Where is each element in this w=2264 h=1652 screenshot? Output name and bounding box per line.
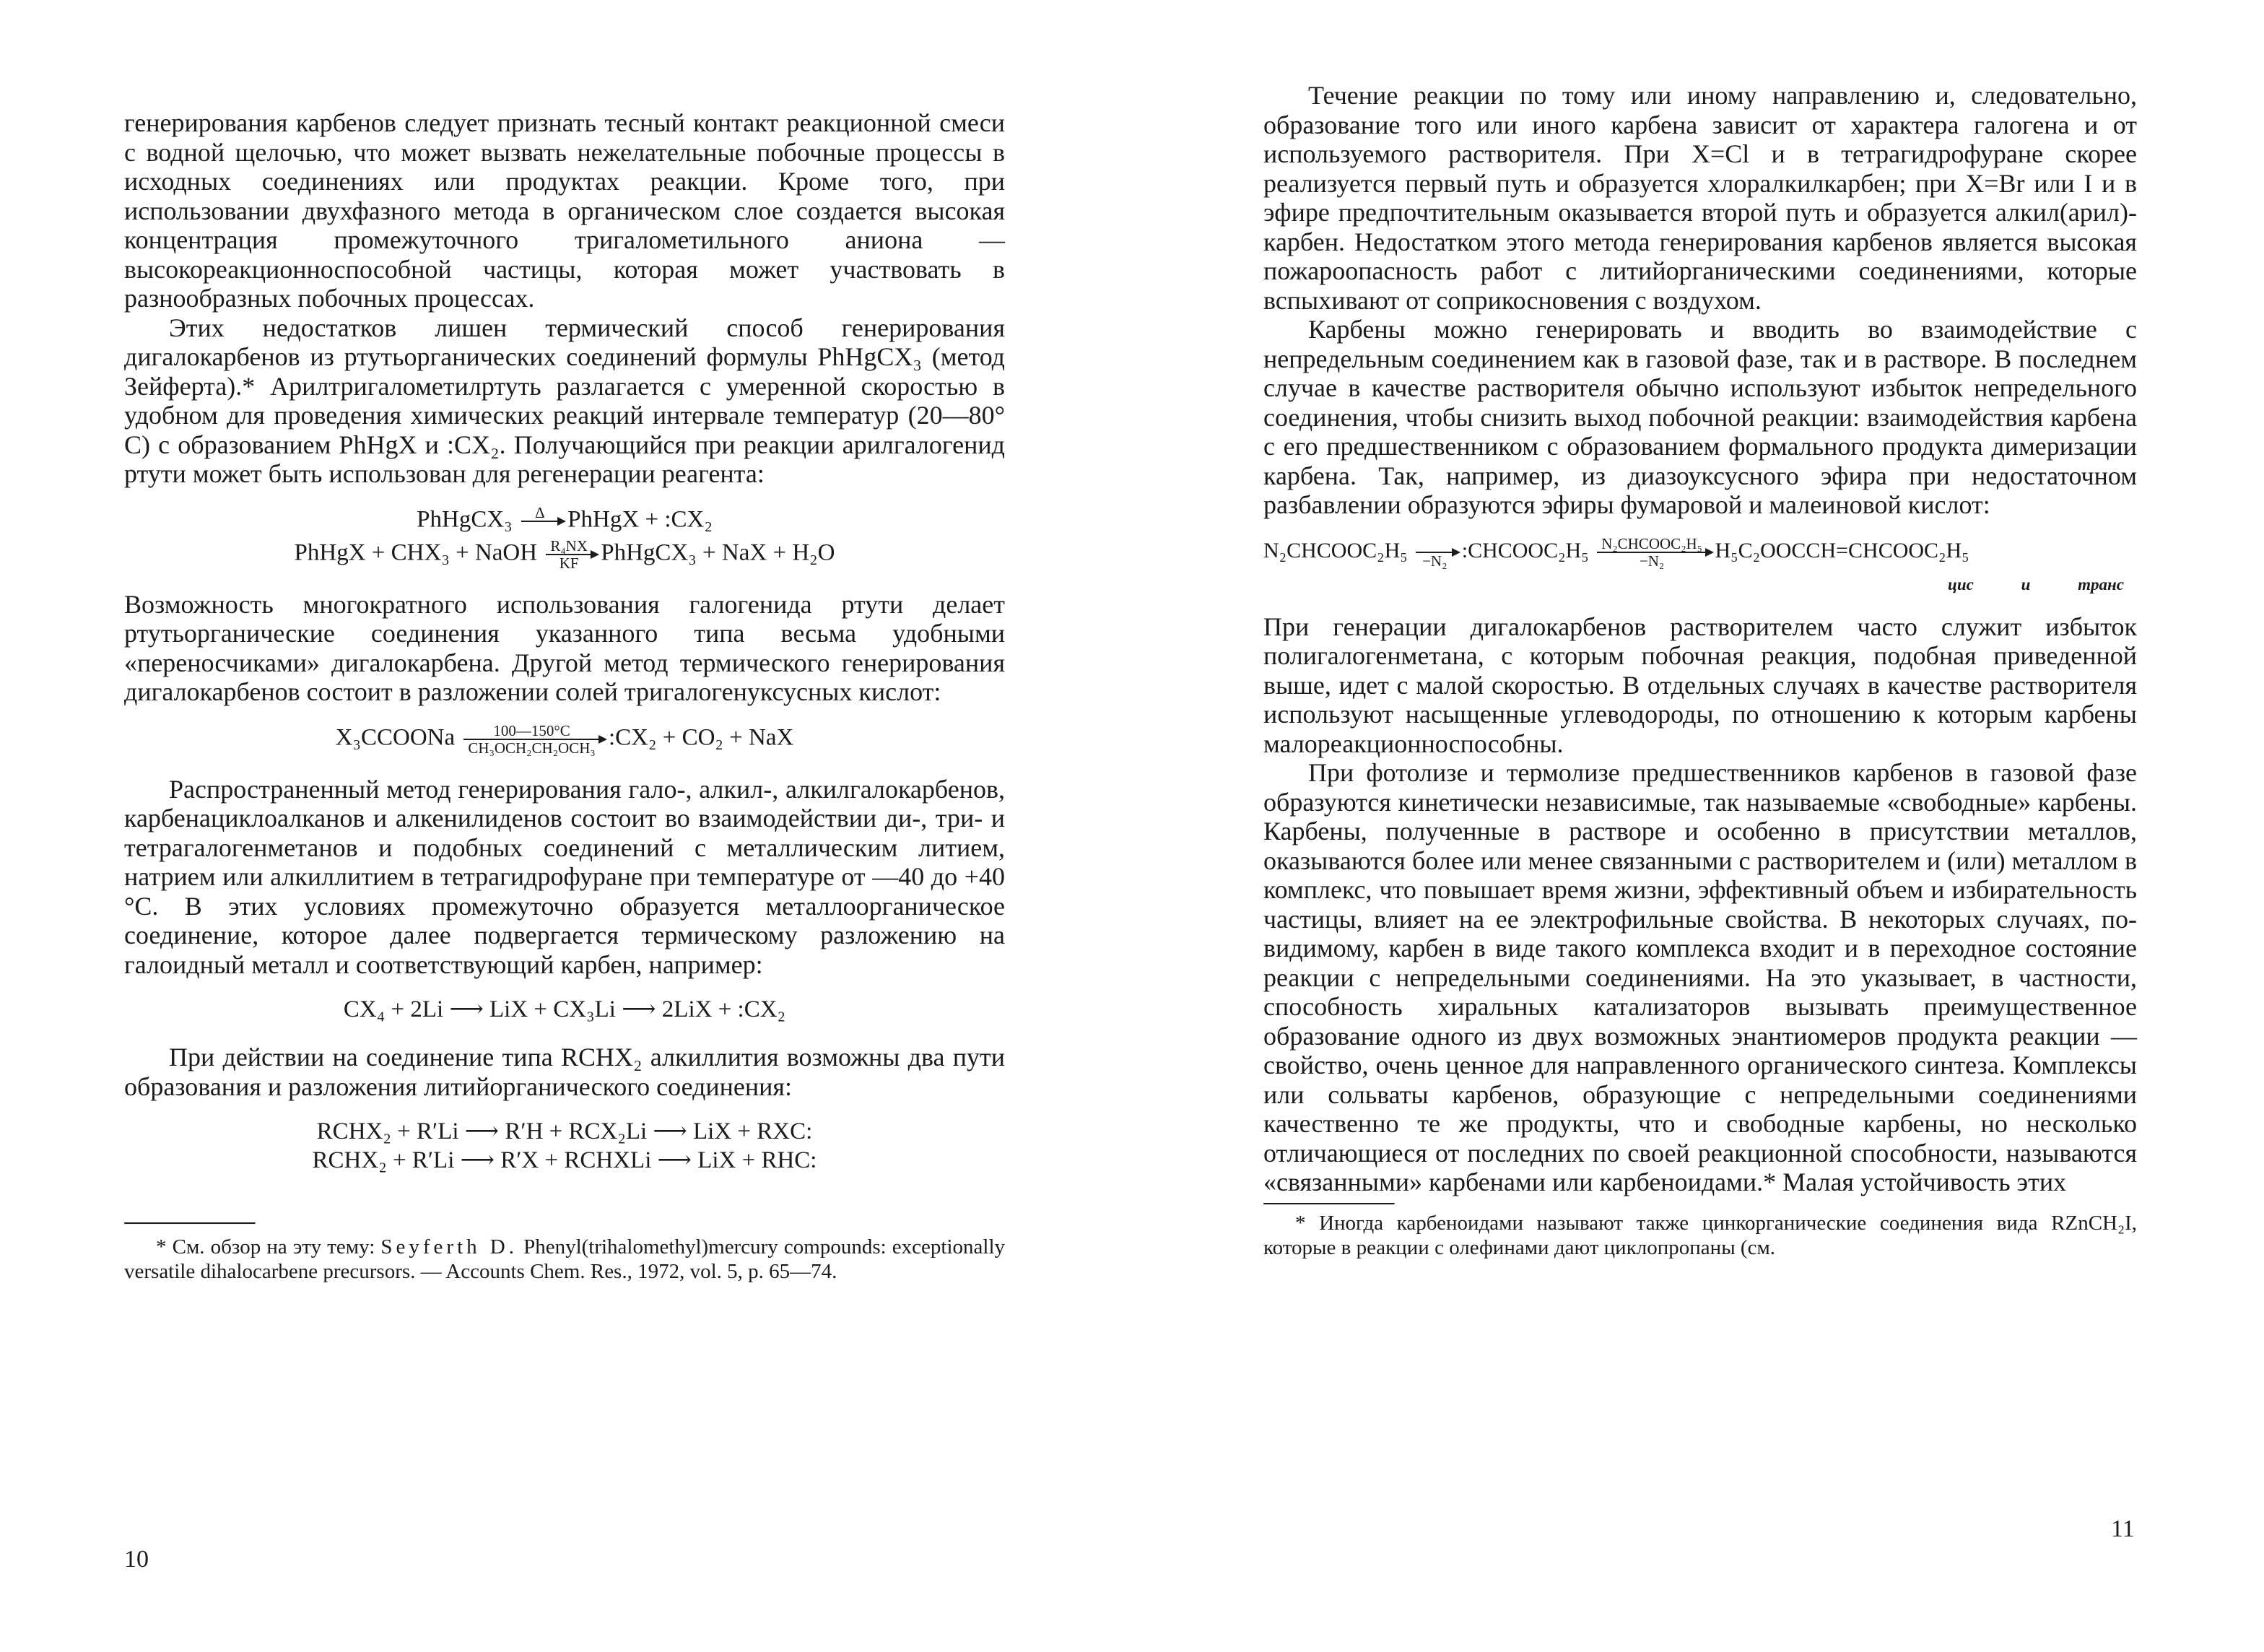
equation-term: LiX + CX₃Li (489, 996, 616, 1022)
equation-alkyllithium-pathways (124, 1117, 1005, 1175)
left-text-column (124, 108, 1005, 1284)
equation-term: RCHX₂ + R′Li (312, 1147, 455, 1173)
right-paragraph-3: При генерации дигалокарбенов растворителем часто служит избыток полигалогенметана, с которым побочная реакция, подобная приведенной выше, идет с малой скоростью. В отдельных случаях в качестве растворителя используют насыщенные углеводороды, по отношению к которым карбены малореакционноспособны. (1263, 612, 2137, 758)
equation-line (124, 1117, 1005, 1146)
right-page (1132, 0, 2264, 1652)
right-paragraph-2: Карбены можно генерировать и вводить во взаимодействие с непредельным соединением как в газовой фазе, так и в растворе. В последнем случае в качестве растворителя обычно используют избыток непредельного соединения, чтобы снизить выход побочной реакции: взаимодействия карбена с его предшественником с образованием формального продукта димеризации карбена. Так, например, из диазоуксусного эфира при недостаточном разбавлении образуются эфиры фумаровой и малеиновой кислот: (1263, 315, 2137, 519)
equation-term: :CX₂ + CO₂ + NaX (608, 724, 794, 751)
equation-term: X₃CCOONa (335, 724, 456, 751)
arrow-condition: R₄NX (546, 538, 592, 555)
reaction-arrow (521, 505, 559, 538)
arrow-glyph: ⟶ (657, 1147, 698, 1173)
equation-line (124, 538, 1005, 571)
equation-term: PhHgCX₃ (417, 506, 513, 533)
equation-term: R′X + RCHXLi (500, 1147, 652, 1173)
footnote-author: Seyferth D. (380, 1235, 518, 1258)
equation-term: PhHgCX₃ + NaX + H₂O (601, 539, 835, 566)
equation-term: H₅C₂OOCCH=CHCOOC₂H₅ (1715, 538, 1969, 562)
left-paragraph-2: Этих недостатков лишен термический способ генерирования дигалокарбенов из ртутьорганических соединений формулы PhHgCX₃ (метод Зейферта).* Арилтригалометилртуть разлагается с умеренной скоростью в удобном для проведения химических реакций интервале температур (20—80° C) с образованием PhHgX и :CX₂. Получающийся при реакции арилгалогенид ртути может быть использован для регенерации реагента: (124, 313, 1005, 488)
footnote-text: * См. обзор на эту тему: (156, 1235, 381, 1258)
page-number: 11 (2111, 1516, 2135, 1542)
reaction-arrow (546, 538, 592, 571)
equation-trihaloacetate-decomposition (124, 723, 1005, 756)
equation-term: LiX + RHC: (697, 1147, 817, 1173)
label-trans: транс (2078, 575, 2124, 594)
equation-line (124, 505, 1005, 538)
equation-term: :CHCOOC₂H₅ (1461, 538, 1589, 562)
arrow-glyph: ⟶ (460, 1147, 501, 1173)
equation-lithium-carbene (124, 995, 1005, 1024)
equation-term: R′H + RCX₂Li (505, 1118, 648, 1144)
arrow-condition: Δ (521, 505, 559, 522)
arrow-condition: −N₂ (1639, 552, 1665, 570)
arrow-condition: KF (559, 554, 579, 572)
reaction-arrow (1597, 536, 1707, 569)
equation-term: 2LiX + :CX₂ (661, 996, 786, 1022)
arrow-condition: CH₃OCH₂CH₂OCH₃ (468, 739, 596, 757)
right-paragraph-1: Течение реакции по тому или иному направлению и, следовательно, образование того или иного карбена зависит от характера галогена и от используемого растворителя. При X=Cl и в тетрагидрофуране скорее реализуется первый путь и образуется хлоралкилкарбен; при X=Br или I и в эфире предпочтительным оказывается второй путь и образуется алкил(арил)-карбен. Недостатком этого метода генерирования карбенов является высокая пожароопасность работ с литийорганическими соединениями, которые вспыхивают от соприкосновения с воздухом. (1263, 81, 2137, 315)
left-paragraph-1: генерирования карбенов следует признать тесный контакт реакционной смеси с водной щелочью, что может вызвать нежелательные побочные процессы в исходных соединениях или продуктах реакции. Кроме того, при использовании двухфазного метода в органическом слое создается высокая концентрация промежуточного тригалометильного аниона — высокореакционноспособной частицы, которая может участвовать в разнообразных побочных процессах. (124, 108, 1005, 313)
right-footnote: * Иногда карбеноидами называют также цинкорганические соединения вида RZnCH₂I, которые в реакции с олефинами дают циклопропаны (см. (1263, 1211, 2137, 1259)
reaction-arrow (463, 723, 599, 756)
arrow-condition: 100—150°C (463, 723, 599, 740)
equation-line (1263, 536, 2137, 569)
equation-line (124, 995, 1005, 1024)
equation-line (124, 723, 1005, 756)
arrow-glyph: ⟶ (622, 996, 662, 1022)
right-text-column (1263, 81, 2137, 1260)
arrow-condition: N₂CHCOOC₂H₅ (1597, 536, 1707, 553)
left-paragraph-3: Возможность многократного использования галогенида ртути делает ртутьорганические соединения указанного типа весьма удобными «переносчиками» дигалокарбена. Другой метод термического генерирования дигалокарбенов состоит в разложении солей тригалогенуксусных кислот: (124, 589, 1005, 706)
left-paragraph-5: При действии на соединение типа RCHX₂ алкиллития возможны два пути образования и разложения литийорганического соединения: (124, 1043, 1005, 1101)
arrow-condition: −N₂ (1422, 552, 1447, 570)
arrow-glyph: ⟶ (449, 996, 490, 1022)
equation-diazoacetate-dimerization (1263, 536, 2137, 569)
label-and: и (2021, 575, 2031, 594)
equation-line (124, 1146, 1005, 1175)
reaction-arrow (1416, 536, 1453, 569)
equation-term: LiX + RXC: (693, 1118, 813, 1144)
page-number: 10 (124, 1546, 149, 1573)
equation-mercury-regeneration (124, 505, 1005, 571)
footnote-rule (124, 1222, 256, 1225)
left-footnote (124, 1235, 1005, 1284)
equation-term: CX₄ + 2Li (343, 996, 444, 1022)
equation-term: PhHgX + CHX₃ + NaOH (294, 539, 538, 566)
isomer-labels (1263, 575, 2137, 595)
arrow-glyph: ⟶ (464, 1118, 505, 1144)
footnote-rule (1263, 1203, 1395, 1205)
equation-term: N₂CHCOOC₂H₅ (1263, 538, 1408, 562)
equation-term: RCHX₂ + R′Li (316, 1118, 459, 1144)
left-paragraph-4: Распространенный метод генерирования гало-, алкил-, алкилгалокарбенов, карбенациклоалканов и алкенилиденов состоит во взаимодействии ди-, три- и тетрагалогенметанов и подобных соединений с металлическим литием, натрием или алкиллитием в тетрагидрофуране при температуре от —40 до +40 °C. В этих условиях промежуточно образуется металлоорганическое соединение, которое далее подвергается термическому разложению на галоидный металл и соответствующий карбен, например: (124, 774, 1005, 979)
arrow-glyph: ⟶ (653, 1118, 694, 1144)
equation-term: PhHgX + :CX₂ (567, 506, 713, 533)
label-cis: цис (1948, 575, 1974, 594)
footnote-text: Phenyl(trihalomethyl)mercury compounds: exceptionally versatile dihalocarbene precursors. — Accounts Chem. Res., 1972, vol. 5, p. 65—74. (124, 1235, 1006, 1283)
right-paragraph-4: При фотолизе и термолизе предшественников карбенов в газовой фазе образуются кинетически независимые, так называемые «свободные» карбены. Карбены, полученные в растворе и особенно в присутствии металлов, оказываются более или менее связанными с растворителем и (или) металлом в комплекс, что повышает время жизни, эффективный объем и избирательность частицы, влияет на ее электрофильные свойства. В некоторых случаях, по-видимому, карбен в виде такого комплекса входит и в переходное состояние реакции с непредельными соединениями. На это указывает, в частности, способность хиральных катализаторов вызывать преимущественное образование одного из двух возможных энантиомеров продукта реакции — свойство, очень ценное для направленного органического синтеза. Комплексы или сольваты карбенов, образующие с непредельными соединениями качественно те же продукты, что и свободные карбены, но несколько отличающиеся от последних по своей реакционной способности, называются «связанными» карбенами или карбеноидами.* Малая устойчивость этих (1263, 758, 2137, 1196)
